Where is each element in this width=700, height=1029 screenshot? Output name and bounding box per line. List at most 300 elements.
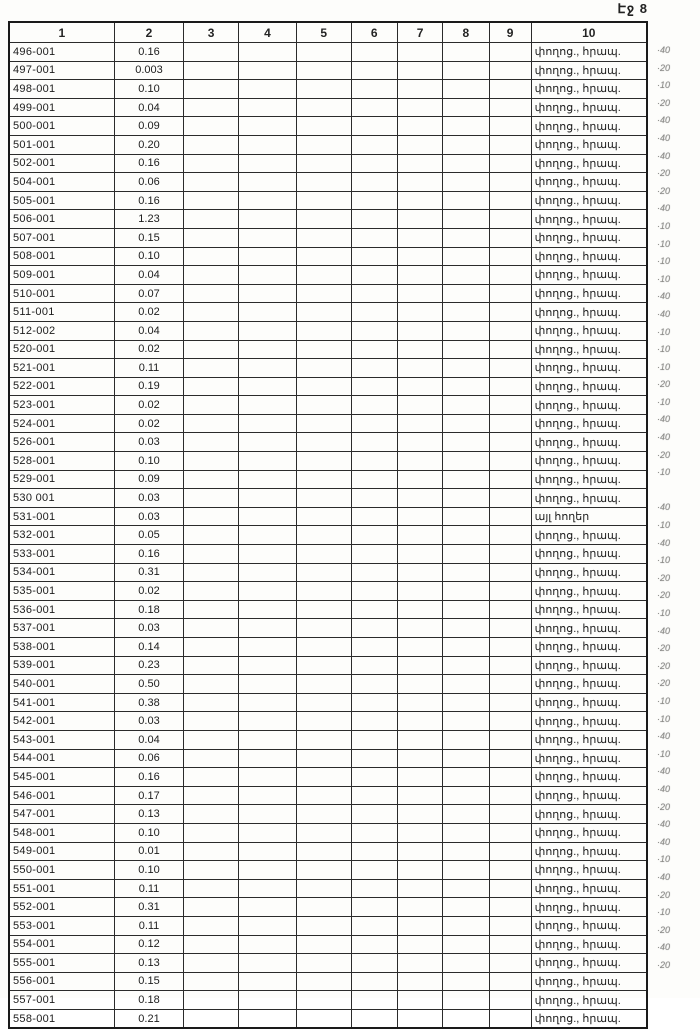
margin-mark: ·10	[657, 396, 671, 407]
parcel-code-cell: 539-001	[9, 656, 114, 675]
empty-cell	[489, 80, 531, 99]
empty-cell	[443, 786, 489, 805]
empty-cell	[443, 693, 489, 712]
empty-cell	[443, 879, 489, 898]
land-use-cell: փողոց., հրապ.	[531, 638, 647, 657]
parcel-code-cell: 528-001	[9, 452, 114, 471]
table-row	[9, 470, 647, 489]
land-use-cell: այլ հողեր	[531, 507, 647, 526]
empty-cell	[238, 823, 296, 842]
area-value-cell: 0.04	[114, 321, 183, 340]
table-row	[9, 61, 647, 80]
empty-cell	[296, 43, 351, 62]
parcel-code-cell: 523-001	[9, 396, 114, 415]
empty-cell	[238, 433, 296, 452]
land-use-cell: փողոց., հրապ.	[531, 117, 647, 136]
parcel-code-cell: 548-001	[9, 823, 114, 842]
empty-cell	[397, 656, 442, 675]
parcel-code-cell: 552-001	[9, 898, 114, 917]
parcel-code-cell: 496-001	[9, 43, 114, 62]
empty-cell	[489, 452, 531, 471]
land-use-cell: փողոց., հրապ.	[531, 954, 647, 973]
margin-mark: ·10	[657, 854, 671, 865]
table-row	[9, 433, 647, 452]
header-cell: 4	[238, 22, 296, 43]
empty-cell	[351, 98, 397, 117]
empty-cell	[489, 805, 531, 824]
empty-cell	[397, 842, 442, 861]
margin-mark: ·10	[657, 748, 671, 759]
empty-cell	[351, 954, 397, 973]
empty-cell	[296, 117, 351, 136]
empty-cell	[489, 414, 531, 433]
empty-cell	[351, 730, 397, 749]
empty-cell	[489, 954, 531, 973]
empty-cell	[397, 470, 442, 489]
empty-cell	[443, 154, 489, 173]
area-value-cell: 0.13	[114, 805, 183, 824]
empty-cell	[238, 470, 296, 489]
land-use-cell: փողոց., հրապ.	[531, 80, 647, 99]
empty-cell	[238, 954, 296, 973]
table-row	[9, 489, 647, 508]
area-value-cell: 0.04	[114, 98, 183, 117]
header-cell: 3	[184, 22, 239, 43]
empty-cell	[184, 600, 239, 619]
table-row	[9, 712, 647, 731]
empty-cell	[184, 507, 239, 526]
empty-cell	[351, 61, 397, 80]
table-row	[9, 768, 647, 787]
parcel-code-cell: 529-001	[9, 470, 114, 489]
empty-cell	[238, 284, 296, 303]
empty-cell	[351, 396, 397, 415]
empty-cell	[184, 991, 239, 1010]
table-row	[9, 916, 647, 935]
empty-cell	[184, 805, 239, 824]
empty-cell	[351, 768, 397, 787]
land-use-cell: փողոց., հրապ.	[531, 675, 647, 694]
margin-mark: ·10	[657, 256, 671, 267]
table-row	[9, 898, 647, 917]
empty-cell	[443, 638, 489, 657]
empty-cell	[296, 377, 351, 396]
margin-mark: ·20	[657, 801, 671, 812]
empty-cell	[397, 247, 442, 266]
empty-cell	[443, 712, 489, 731]
empty-cell	[489, 173, 531, 192]
empty-cell	[296, 321, 351, 340]
margin-mark: ·10	[657, 80, 671, 91]
empty-cell	[238, 712, 296, 731]
margin-mark: ·40	[657, 731, 671, 742]
empty-cell	[489, 433, 531, 452]
empty-cell	[443, 730, 489, 749]
table-row	[9, 1009, 647, 1028]
empty-cell	[238, 563, 296, 582]
land-use-cell: փողոց., հրապ.	[531, 377, 647, 396]
empty-cell	[296, 266, 351, 285]
empty-cell	[351, 861, 397, 880]
land-use-cell: փողոց., հրապ.	[531, 545, 647, 564]
table-row	[9, 693, 647, 712]
empty-cell	[397, 861, 442, 880]
empty-cell	[443, 991, 489, 1010]
table-row	[9, 972, 647, 991]
empty-cell	[184, 452, 239, 471]
empty-cell	[489, 638, 531, 657]
empty-cell	[443, 768, 489, 787]
empty-cell	[296, 712, 351, 731]
empty-cell	[397, 916, 442, 935]
land-use-cell: փողոց., հրապ.	[531, 191, 647, 210]
table-row	[9, 303, 647, 322]
empty-cell	[443, 414, 489, 433]
area-value-cell: 0.11	[114, 879, 183, 898]
empty-cell	[397, 619, 442, 638]
land-use-cell: փողոց., հրապ.	[531, 786, 647, 805]
area-value-cell: 0.31	[114, 563, 183, 582]
area-value-cell: 0.03	[114, 489, 183, 508]
empty-cell	[351, 991, 397, 1010]
empty-cell	[351, 823, 397, 842]
area-value-cell: 0.19	[114, 377, 183, 396]
empty-cell	[443, 117, 489, 136]
empty-cell	[489, 656, 531, 675]
empty-cell	[184, 173, 239, 192]
empty-cell	[296, 656, 351, 675]
empty-cell	[238, 80, 296, 99]
empty-cell	[397, 135, 442, 154]
table-row	[9, 228, 647, 247]
empty-cell	[351, 675, 397, 694]
empty-cell	[296, 452, 351, 471]
parcel-code-cell: 501-001	[9, 135, 114, 154]
area-value-cell: 0.02	[114, 303, 183, 322]
empty-cell	[397, 898, 442, 917]
empty-cell	[296, 228, 351, 247]
empty-cell	[489, 898, 531, 917]
empty-cell	[443, 284, 489, 303]
empty-cell	[296, 768, 351, 787]
empty-cell	[489, 972, 531, 991]
empty-cell	[351, 452, 397, 471]
parcel-code-cell: 557-001	[9, 991, 114, 1010]
land-use-cell: փողոց., հրապ.	[531, 693, 647, 712]
empty-cell	[489, 786, 531, 805]
table-row	[9, 861, 647, 880]
empty-cell	[296, 545, 351, 564]
land-use-cell: փողոց., հրապ.	[531, 805, 647, 824]
area-value-cell: 0.50	[114, 675, 183, 694]
margin-mark: ·20	[657, 62, 671, 73]
table-row	[9, 879, 647, 898]
parcel-code-cell: 544-001	[9, 749, 114, 768]
area-value-cell: 0.03	[114, 712, 183, 731]
parcel-code-cell: 499-001	[9, 98, 114, 117]
parcel-code-cell: 535-001	[9, 582, 114, 601]
empty-cell	[443, 805, 489, 824]
empty-cell	[351, 489, 397, 508]
table-row	[9, 582, 647, 601]
margin-mark: ·10	[657, 907, 671, 918]
area-value-cell: 0.04	[114, 266, 183, 285]
empty-cell	[443, 210, 489, 229]
empty-cell	[397, 805, 442, 824]
empty-cell	[238, 768, 296, 787]
empty-cell	[238, 489, 296, 508]
land-use-cell: փողոց., հրապ.	[531, 749, 647, 768]
parcel-code-cell: 537-001	[9, 619, 114, 638]
area-value-cell: 0.18	[114, 600, 183, 619]
empty-cell	[351, 210, 397, 229]
land-use-cell: փողոց., հրապ.	[531, 266, 647, 285]
margin-mark: ·40	[657, 537, 671, 548]
margin-mark: ·40	[657, 836, 671, 847]
empty-cell	[238, 452, 296, 471]
empty-cell	[489, 98, 531, 117]
empty-cell	[397, 675, 442, 694]
empty-cell	[489, 43, 531, 62]
empty-cell	[184, 303, 239, 322]
margin-mark: ·40	[657, 819, 671, 830]
empty-cell	[296, 61, 351, 80]
empty-cell	[397, 972, 442, 991]
empty-cell	[296, 470, 351, 489]
area-value-cell: 0.04	[114, 730, 183, 749]
empty-cell	[397, 545, 442, 564]
empty-cell	[443, 433, 489, 452]
header-cell: 8	[443, 22, 489, 43]
empty-cell	[238, 61, 296, 80]
empty-cell	[443, 1009, 489, 1028]
empty-cell	[351, 935, 397, 954]
parcel-code-cell: 505-001	[9, 191, 114, 210]
empty-cell	[184, 749, 239, 768]
table-row	[9, 135, 647, 154]
empty-cell	[397, 1009, 442, 1028]
empty-cell	[296, 489, 351, 508]
land-use-cell: փողոց., հրապ.	[531, 972, 647, 991]
empty-cell	[489, 879, 531, 898]
empty-cell	[184, 916, 239, 935]
margin-mark: ·10	[657, 695, 671, 706]
empty-cell	[184, 321, 239, 340]
empty-cell	[443, 935, 489, 954]
empty-cell	[184, 247, 239, 266]
empty-cell	[443, 563, 489, 582]
empty-cell	[397, 414, 442, 433]
empty-cell	[489, 507, 531, 526]
table-row	[9, 619, 647, 638]
area-value-cell: 0.16	[114, 154, 183, 173]
empty-cell	[184, 619, 239, 638]
table-row	[9, 210, 647, 229]
empty-cell	[351, 786, 397, 805]
empty-cell	[296, 600, 351, 619]
margin-mark: ·20	[657, 379, 671, 390]
empty-cell	[184, 526, 239, 545]
area-value-cell: 0.03	[114, 507, 183, 526]
empty-cell	[443, 954, 489, 973]
empty-cell	[351, 359, 397, 378]
empty-cell	[443, 582, 489, 601]
empty-cell	[489, 768, 531, 787]
parcel-code-cell: 549-001	[9, 842, 114, 861]
table-row	[9, 247, 647, 266]
empty-cell	[397, 117, 442, 136]
empty-cell	[397, 396, 442, 415]
empty-cell	[351, 563, 397, 582]
empty-cell	[238, 935, 296, 954]
parcel-code-cell: 533-001	[9, 545, 114, 564]
empty-cell	[238, 693, 296, 712]
empty-cell	[296, 526, 351, 545]
page-number: Էջ 8	[617, 1, 648, 16]
empty-cell	[296, 972, 351, 991]
parcel-code-cell: 541-001	[9, 693, 114, 712]
margin-mark: ·20	[657, 97, 671, 108]
empty-cell	[238, 991, 296, 1010]
parcel-code-cell: 553-001	[9, 916, 114, 935]
empty-cell	[397, 61, 442, 80]
parcel-code-cell: 558-001	[9, 1009, 114, 1028]
land-use-cell: փողոց., հրապ.	[531, 321, 647, 340]
header-row	[9, 22, 647, 43]
parcel-code-cell: 542-001	[9, 712, 114, 731]
table-row	[9, 80, 647, 99]
empty-cell	[184, 786, 239, 805]
empty-cell	[351, 805, 397, 824]
header-cell: 1	[9, 22, 114, 43]
empty-cell	[351, 693, 397, 712]
empty-cell	[351, 154, 397, 173]
empty-cell	[238, 210, 296, 229]
table-row	[9, 321, 647, 340]
table-row	[9, 805, 647, 824]
empty-cell	[489, 823, 531, 842]
empty-cell	[489, 600, 531, 619]
empty-cell	[443, 173, 489, 192]
empty-cell	[397, 303, 442, 322]
area-value-cell: 0.003	[114, 61, 183, 80]
land-use-cell: փողոց., հրապ.	[531, 582, 647, 601]
empty-cell	[397, 563, 442, 582]
empty-cell	[296, 303, 351, 322]
area-value-cell: 0.10	[114, 861, 183, 880]
empty-cell	[489, 228, 531, 247]
empty-cell	[184, 61, 239, 80]
empty-cell	[443, 470, 489, 489]
parcel-code-cell: 532-001	[9, 526, 114, 545]
parcel-code-cell: 531-001	[9, 507, 114, 526]
empty-cell	[351, 228, 397, 247]
table-row	[9, 284, 647, 303]
parcel-code-cell: 497-001	[9, 61, 114, 80]
empty-cell	[443, 266, 489, 285]
table-body	[9, 43, 647, 1029]
area-value-cell: 1.23	[114, 210, 183, 229]
area-value-cell: 0.13	[114, 954, 183, 973]
empty-cell	[296, 693, 351, 712]
land-use-cell: փողոց., հրապ.	[531, 619, 647, 638]
empty-cell	[184, 117, 239, 136]
empty-cell	[184, 935, 239, 954]
parcel-code-cell: 512-002	[9, 321, 114, 340]
empty-cell	[238, 805, 296, 824]
empty-cell	[351, 526, 397, 545]
margin-mark: ·10	[657, 273, 671, 284]
empty-cell	[184, 582, 239, 601]
empty-cell	[238, 303, 296, 322]
empty-cell	[351, 879, 397, 898]
area-value-cell: 0.17	[114, 786, 183, 805]
margin-mark: ·20	[657, 924, 671, 935]
empty-cell	[184, 489, 239, 508]
parcel-code-cell: 510-001	[9, 284, 114, 303]
empty-cell	[351, 600, 397, 619]
empty-cell	[296, 898, 351, 917]
empty-cell	[489, 191, 531, 210]
land-use-cell: փողոց., հրապ.	[531, 600, 647, 619]
margin-mark: ·40	[657, 432, 671, 443]
empty-cell	[184, 898, 239, 917]
area-value-cell: 0.23	[114, 656, 183, 675]
empty-cell	[296, 98, 351, 117]
land-use-cell: փողոց., հրապ.	[531, 861, 647, 880]
land-use-cell: փողոց., հրապ.	[531, 359, 647, 378]
empty-cell	[238, 638, 296, 657]
empty-cell	[443, 526, 489, 545]
area-value-cell: 0.06	[114, 749, 183, 768]
land-use-cell: փողոց., հրապ.	[531, 842, 647, 861]
margin-mark: ·40	[657, 766, 671, 777]
empty-cell	[397, 452, 442, 471]
empty-cell	[489, 563, 531, 582]
area-value-cell: 0.01	[114, 842, 183, 861]
area-value-cell: 0.15	[114, 972, 183, 991]
empty-cell	[351, 619, 397, 638]
empty-cell	[489, 377, 531, 396]
empty-cell	[238, 730, 296, 749]
empty-cell	[238, 377, 296, 396]
empty-cell	[489, 61, 531, 80]
empty-cell	[443, 98, 489, 117]
empty-cell	[443, 61, 489, 80]
margin-mark: ·10	[657, 220, 671, 231]
margin-mark: ·40	[657, 783, 671, 794]
margin-mark: ·20	[657, 449, 671, 460]
empty-cell	[296, 247, 351, 266]
empty-cell	[296, 879, 351, 898]
land-use-cell: փողոց., հրապ.	[531, 43, 647, 62]
land-use-cell: փողոց., հրապ.	[531, 396, 647, 415]
land-use-cell: փողոց., հրապ.	[531, 526, 647, 545]
margin-mark: ·40	[657, 308, 671, 319]
empty-cell	[238, 619, 296, 638]
empty-cell	[443, 600, 489, 619]
area-value-cell: 0.16	[114, 768, 183, 787]
land-use-cell: փողոց., հրապ.	[531, 414, 647, 433]
empty-cell	[397, 730, 442, 749]
table-row	[9, 675, 647, 694]
empty-cell	[351, 1009, 397, 1028]
margin-mark: ·40	[657, 45, 671, 55]
empty-cell	[296, 284, 351, 303]
table-row	[9, 154, 647, 173]
empty-cell	[397, 823, 442, 842]
table-row	[9, 117, 647, 136]
